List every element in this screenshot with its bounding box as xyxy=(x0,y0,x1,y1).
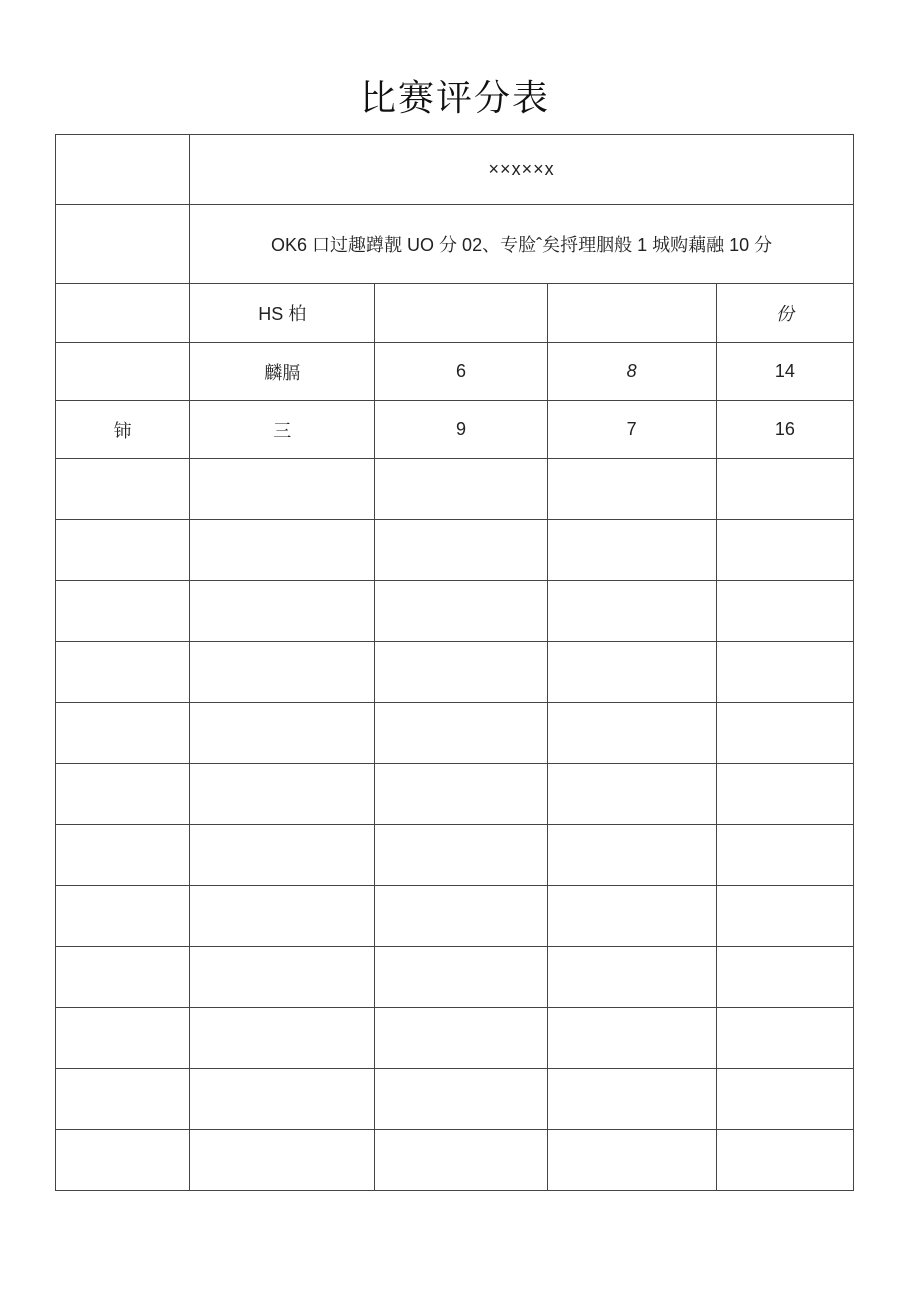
empty-cell[interactable] xyxy=(716,520,853,581)
rules-row xyxy=(56,205,854,284)
empty-cell[interactable] xyxy=(190,1130,375,1191)
rules-label-cell[interactable] xyxy=(56,205,190,284)
empty-cell[interactable] xyxy=(375,581,547,642)
row-2-cell-1[interactable]: 铈 xyxy=(56,401,190,459)
row-1-cell-2[interactable]: 麟膈 xyxy=(190,343,375,401)
empty-cell[interactable] xyxy=(190,764,375,825)
empty-cell[interactable] xyxy=(375,947,547,1008)
empty-cell[interactable] xyxy=(56,581,190,642)
page-title: 比赛评分表 xyxy=(359,78,550,119)
empty-cell[interactable] xyxy=(56,825,190,886)
empty-cell[interactable] xyxy=(375,1130,547,1191)
table-row xyxy=(56,343,854,401)
empty-cell[interactable] xyxy=(716,1008,853,1069)
row-1-cell-1[interactable] xyxy=(56,343,190,401)
empty-row xyxy=(56,642,854,703)
empty-cell[interactable] xyxy=(375,520,547,581)
empty-cell[interactable] xyxy=(547,1008,716,1069)
empty-cell[interactable] xyxy=(190,825,375,886)
empty-row xyxy=(56,1008,854,1069)
empty-cell[interactable] xyxy=(375,459,547,520)
topic-row xyxy=(56,135,854,205)
header-cell-3[interactable] xyxy=(375,284,547,343)
row-2-cell-5[interactable]: 16 xyxy=(716,401,853,459)
empty-cell[interactable] xyxy=(190,581,375,642)
row-2-cell-2[interactable]: 三 xyxy=(190,401,375,459)
row-2-cell-4[interactable]: 7 xyxy=(547,401,716,459)
empty-cell[interactable] xyxy=(190,947,375,1008)
empty-cell[interactable] xyxy=(547,1130,716,1191)
empty-cell[interactable] xyxy=(56,520,190,581)
empty-cell[interactable] xyxy=(56,886,190,947)
empty-row xyxy=(56,825,854,886)
row-1-cell-5[interactable]: 14 xyxy=(716,343,853,401)
empty-cell[interactable] xyxy=(547,581,716,642)
empty-cell[interactable] xyxy=(375,1008,547,1069)
empty-cell[interactable] xyxy=(547,886,716,947)
empty-cell[interactable] xyxy=(190,520,375,581)
header-cell-1[interactable] xyxy=(56,284,190,343)
empty-cell[interactable] xyxy=(716,642,853,703)
empty-cell[interactable] xyxy=(190,886,375,947)
header-cell-5[interactable]: 份 xyxy=(716,284,853,343)
header-cell-4[interactable] xyxy=(547,284,716,343)
row-1-cell-3[interactable]: 6 xyxy=(375,343,547,401)
empty-cell[interactable] xyxy=(190,1069,375,1130)
empty-cell[interactable] xyxy=(56,764,190,825)
row-1-cell-4[interactable]: 8 xyxy=(547,343,716,401)
empty-cell[interactable] xyxy=(56,947,190,1008)
empty-cell[interactable] xyxy=(56,459,190,520)
header-row xyxy=(56,284,854,343)
empty-cell[interactable] xyxy=(190,459,375,520)
empty-cell[interactable] xyxy=(716,459,853,520)
empty-row xyxy=(56,581,854,642)
header-cell-2[interactable]: HS 柏 xyxy=(190,284,375,343)
empty-cell[interactable] xyxy=(547,947,716,1008)
empty-cell[interactable] xyxy=(56,1069,190,1130)
empty-cell[interactable] xyxy=(716,1130,853,1191)
empty-cell[interactable] xyxy=(56,703,190,764)
empty-cell[interactable] xyxy=(190,642,375,703)
empty-row xyxy=(56,1130,854,1191)
empty-cell[interactable] xyxy=(375,825,547,886)
empty-cell[interactable] xyxy=(547,764,716,825)
row-2-cell-3[interactable]: 9 xyxy=(375,401,547,459)
empty-row xyxy=(56,764,854,825)
empty-cell[interactable] xyxy=(190,1008,375,1069)
empty-cell[interactable] xyxy=(375,703,547,764)
empty-cell[interactable] xyxy=(190,703,375,764)
empty-cell[interactable] xyxy=(56,1008,190,1069)
empty-cell[interactable] xyxy=(375,642,547,703)
empty-cell[interactable] xyxy=(375,764,547,825)
empty-cell[interactable] xyxy=(716,581,853,642)
rules-text[interactable]: OK6 口过趣蹲靓 UO 分 02、专脸ˆ矣捋理胭般 1 城购藕融 10 分 xyxy=(190,205,854,284)
empty-row xyxy=(56,703,854,764)
empty-row xyxy=(56,459,854,520)
topic-label-cell[interactable] xyxy=(56,135,190,205)
empty-cell[interactable] xyxy=(375,886,547,947)
empty-cell[interactable] xyxy=(547,825,716,886)
empty-cell[interactable] xyxy=(547,703,716,764)
empty-row xyxy=(56,1069,854,1130)
score-table xyxy=(55,134,854,1191)
empty-row xyxy=(56,520,854,581)
empty-cell[interactable] xyxy=(547,642,716,703)
empty-row xyxy=(56,886,854,947)
empty-cell[interactable] xyxy=(716,947,853,1008)
empty-cell[interactable] xyxy=(716,764,853,825)
empty-cell[interactable] xyxy=(56,642,190,703)
empty-cell[interactable] xyxy=(716,825,853,886)
empty-cell[interactable] xyxy=(375,1069,547,1130)
topic-value[interactable]: ××x××x xyxy=(190,135,854,205)
empty-cell[interactable] xyxy=(547,1069,716,1130)
empty-cell[interactable] xyxy=(547,520,716,581)
empty-cell[interactable] xyxy=(716,703,853,764)
empty-cell[interactable] xyxy=(716,1069,853,1130)
empty-row xyxy=(56,947,854,1008)
empty-cell[interactable] xyxy=(547,459,716,520)
empty-cell[interactable] xyxy=(56,1130,190,1191)
empty-cell[interactable] xyxy=(716,886,853,947)
table-row xyxy=(56,401,854,459)
